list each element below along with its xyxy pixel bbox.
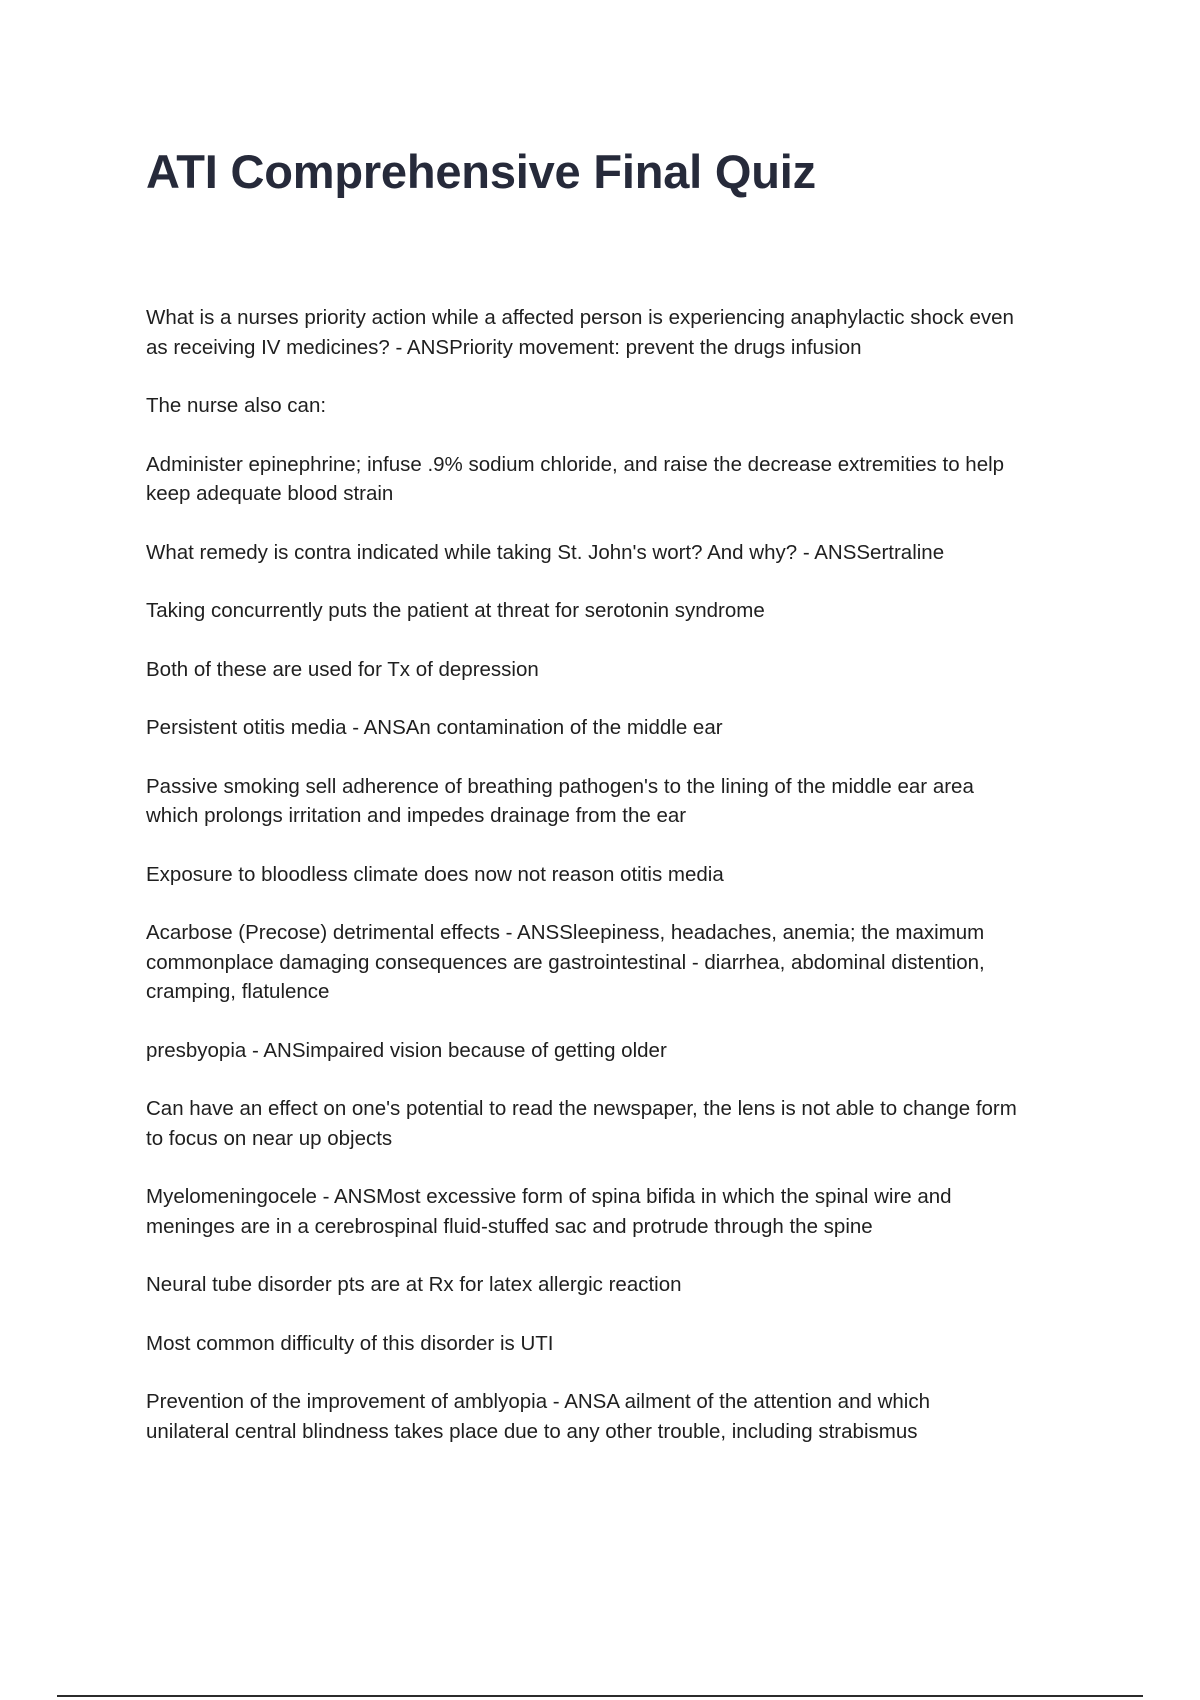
text-line: Persistent otitis media - ANSAn contamination of the middle ear: [146, 716, 723, 739]
text-paragraph: [146, 1387, 1096, 1446]
text-line: Administer epinephrine; infuse .9% sodium chloride, and raise the decrease extremities to help: [146, 452, 1005, 476]
text-line: Acarbose (Precose) detrimental effects - ANSSleepiness, headaches, anemia; the maximum: [146, 921, 985, 944]
text-paragraph: [146, 391, 1096, 421]
text-line: Can have an effect on one's potential to read the newspaper, the lens is not able to change form: [146, 1097, 1017, 1120]
text-line: presbyopia - ANSimpaired vision because of getting older: [146, 1038, 667, 1062]
text-line: What remedy is contra indicated while taking St. John's wort? And why? - ANSSertraline: [146, 540, 945, 564]
text-line: unilateral central blindness takes place due to any other trouble, including strabismus: [146, 1419, 918, 1443]
text-paragraph: [146, 772, 1096, 831]
text-line: cramping, flatulence: [146, 980, 330, 1003]
page-title: ATI Comprehensive Final Quiz: [146, 145, 816, 198]
text-paragraph: [146, 713, 1096, 743]
text-paragraph: [146, 596, 1096, 626]
text-line: to focus on near up objects: [146, 1126, 393, 1150]
text-paragraph: [146, 918, 1096, 1007]
text-line: Most common difficulty of this disorder is UTI: [146, 1331, 554, 1355]
text-line: as receiving IV medicines? - ANSPriority movement: prevent the drugs infusion: [146, 335, 862, 359]
text-paragraph: [146, 303, 1096, 362]
text-line: keep adequate blood strain: [146, 482, 394, 505]
text-paragraph: [146, 450, 1096, 509]
text-line: Myelomeningocele - ANSMost excessive form of spina bifida in which the spinal wire and: [146, 1185, 952, 1208]
text-line: Neural tube disorder pts are at Rx for latex allergic reaction: [146, 1273, 682, 1296]
text-paragraph: [146, 1182, 1096, 1241]
text-line: Prevention of the improvement of amblyopia - ANSA ailment of the attention and which: [146, 1390, 930, 1413]
text-line: which prolongs irritation and impedes drainage from the ear: [146, 804, 687, 827]
text-paragraph: [146, 1270, 1096, 1300]
text-paragraph: [146, 860, 1096, 890]
text-line: Taking concurrently puts the patient at threat for serotonin syndrome: [146, 599, 765, 622]
text-line: Exposure to bloodless climate does now not reason otitis media: [146, 862, 724, 886]
text-paragraph: [146, 1329, 1096, 1359]
text-line: commonplace damaging consequences are gastrointestinal - diarrhea, abdominal distention,: [146, 950, 985, 974]
text-paragraph: [146, 538, 1096, 568]
text-line: meninges are in a cerebrospinal fluid-stuffed sac and protrude through the spine: [146, 1214, 873, 1238]
text-paragraph: [146, 1036, 1096, 1066]
text-line: What is a nurses priority action while a affected person is experiencing anaphylactic shock even: [146, 306, 1014, 329]
text-paragraph: [146, 655, 1096, 685]
text-line: Passive smoking sell adherence of breathing pathogen's to the lining of the middle ear area: [146, 774, 974, 798]
text-paragraph: [146, 1094, 1096, 1153]
text-line: The nurse also can:: [146, 394, 327, 417]
document-body: [146, 303, 1096, 1475]
footer-divider: [57, 1695, 1143, 1697]
text-line: Both of these are used for Tx of depression: [146, 657, 539, 681]
